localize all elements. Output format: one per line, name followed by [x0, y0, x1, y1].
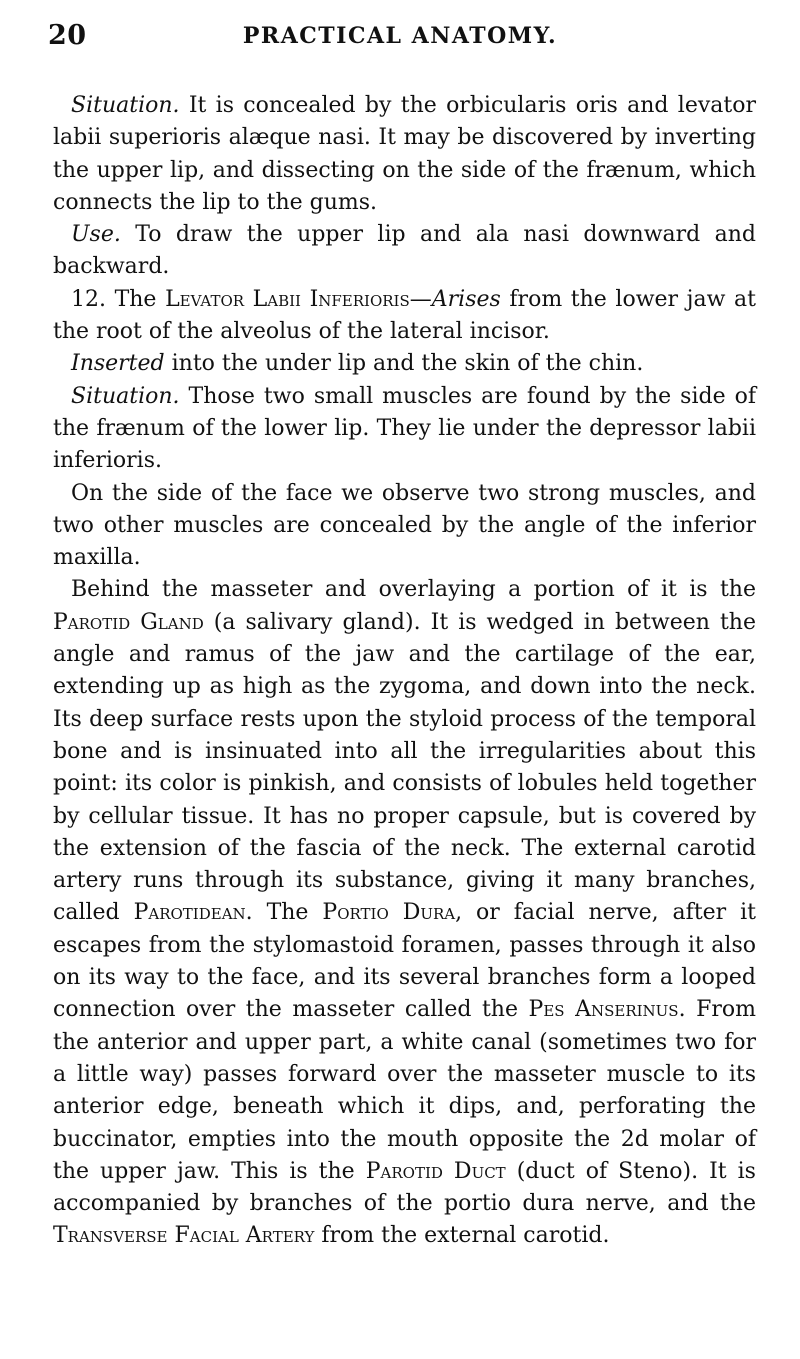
em-dash: — — [409, 286, 432, 312]
run-in-label: Use. — [71, 222, 121, 248]
run-in-label: Arises — [431, 286, 501, 312]
run-in-label: Inserted — [71, 351, 165, 377]
paragraph-text: To draw the upper lip and ala nasi downward and backward. — [53, 222, 756, 280]
paragraph-text: (a salivary gland). It is wedged in between the angle and ramus of the jaw and the cartilage of the ear, extending up as high as the zygoma, and down into the neck. Its deep surface rests upon the styloid process of the temporal bone and is insinuated into all the irregularities about this point: its color is pinkish, and consists of lobules held together by cellular tissue. It has no proper capsule, but is covered by the extension of the fascia of the neck. The external carotid artery runs through its substance, giving it many branches, called — [53, 609, 756, 926]
paragraph-text: Those two small muscles are found by the side of the frænum of the lower lip. They lie under the depressor labii inferioris. — [53, 383, 756, 474]
term-pes-anserinus: Pes Anserinus — [528, 997, 679, 1023]
run-in-label: Situation. — [71, 93, 180, 118]
running-title: PRACTICAL ANATOMY. — [242, 23, 558, 49]
term-parotidean: Parotidean — [133, 900, 246, 926]
run-in-label: Situation. — [71, 383, 180, 409]
paragraph-parotid-gland — [53, 574, 756, 1252]
paragraph-text: from the external carotid. — [314, 1223, 610, 1249]
muscle-heading: Levator Labii Inferioris — [165, 286, 410, 312]
paragraph-text: . From the anterior and upper part, a white canal (sometimes two for a little way) passes forward over the masseter muscle to its anterior edge, beneath which it dips, and, perforating the buccinator, empties into the mouth opposite the 2d molar of the upper jaw. This is the — [53, 997, 756, 1184]
paragraph-text: from the lower jaw at the root of the alveolus of the lateral incisor. — [53, 286, 757, 345]
paragraph-situation-lower — [53, 381, 756, 478]
paragraph-text: (duct of Steno). It is accompanied by branches of the portio dura nerve, and the — [53, 1158, 756, 1217]
term-transverse-facial-artery: Transverse Facial Artery — [53, 1223, 315, 1249]
term-parotid-duct: Parotid Duct — [365, 1158, 506, 1184]
paragraph-text: , or facial nerve, after it escapes from the stylomastoid foramen, passes through it also on its way to the face, and its several branches form a looped connection over the masseter called the — [53, 900, 757, 1023]
paragraph-text: It is concealed by the orbicularis oris and levator labii superioris alæque nasi. It may be discovered by inverting the upper lip, and dissecting on the side of the frænum, which connects the lip to the gums. — [53, 93, 756, 215]
section-number: 12. The — [71, 286, 166, 312]
page-number: 20 — [48, 20, 87, 51]
term-portio-dura: Portio Dura — [322, 900, 456, 926]
paragraph-text: into the under lip and the skin of the chin. — [164, 351, 644, 377]
body-text — [53, 90, 756, 1253]
paragraph-text: . The — [245, 900, 323, 926]
paragraph-use — [53, 219, 756, 284]
paragraph-situation-upper — [53, 90, 756, 219]
paragraph-levator-labii-inferioris — [53, 284, 756, 349]
page-header — [0, 20, 800, 60]
paragraph-inserted — [53, 348, 756, 380]
term-parotid-gland: Parotid Gland — [53, 609, 204, 635]
paragraph-text: Behind the masseter and overlaying a portion of it is the — [71, 577, 756, 603]
paragraph-side-of-face: On the side of the face we observe two strong muscles, and two other muscles are concealed by the angle of the inferior maxilla. — [53, 480, 756, 571]
